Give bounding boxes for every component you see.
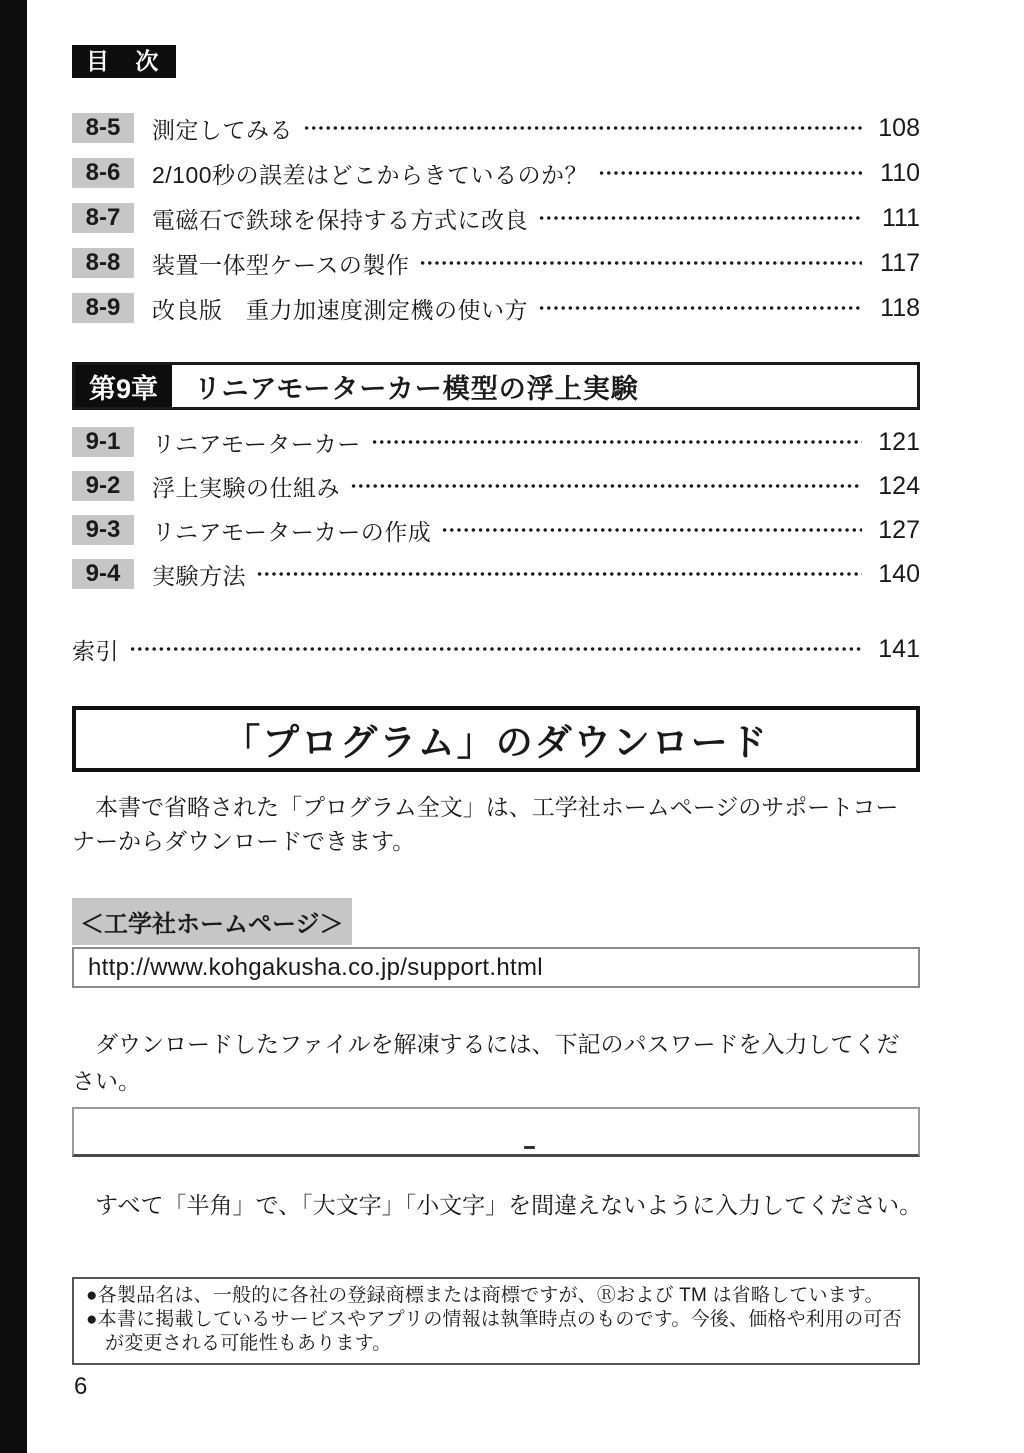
dotted-leader [598, 158, 862, 188]
toc-entry-title: 2/100秒の誤差はどこからきているのか？ [152, 161, 589, 188]
trademark-note: ●各製品名は、一般的に各社の登録商標または商標ですが、Ⓡおよび TM は省略しています。 [86, 1285, 884, 1306]
toc-row-8-5 [72, 113, 920, 143]
toc-entry-title: 浮上実験の仕組み [152, 474, 340, 501]
toc-entry-title: 装置一体型ケースの製作 [152, 251, 410, 278]
toc-entry-page: 121 [878, 427, 920, 456]
service-note: ●本書に掲載しているサービスやアプリの情報は執筆時点のものです。今後、価格や利用の可否が変更される可能性もあります。 [86, 1309, 902, 1354]
section-number-badge: 9-3 [72, 515, 134, 545]
dotted-leader [538, 203, 862, 233]
dotted-leader [129, 634, 862, 664]
toc-entry-title: 電磁石で鉄球を保持する方式に改良 [152, 206, 528, 233]
book-binding-shadow [0, 0, 27, 1453]
chapter-title: リニアモーターカー模型の浮上実験 [194, 373, 639, 404]
toc-row-9-3 [72, 515, 920, 545]
toc-entry-page: 140 [878, 559, 920, 588]
password-box [72, 1107, 920, 1157]
dotted-leader [419, 248, 862, 278]
page-number: 6 [74, 1373, 88, 1400]
download-intro-paragraph: 本書で省略された「プログラム全文」は、工学社ホームページのサポートコーナーからダウンロードできます。 [72, 794, 899, 854]
support-url-text: http://www.kohgakusha.co.jp/support.html [88, 953, 543, 981]
toc-entry-page: 127 [878, 515, 920, 544]
dotted-leader [538, 293, 862, 323]
toc-row-8-6 [72, 158, 920, 188]
dotted-leader [350, 471, 862, 501]
password-instruction-paragraph: ダウンロードしたファイルを解凍するには、下記のパスワードを入力してください。 [72, 1031, 900, 1094]
page-content [72, 0, 923, 1453]
toc-section-8 [72, 113, 920, 323]
trademark-notes-box [72, 1277, 920, 1365]
homepage-label: ＜工学社ホームページ＞ [72, 898, 352, 945]
toc-entry-title: 実験方法 [152, 562, 246, 589]
dotted-leader [256, 559, 862, 589]
toc-section-9 [72, 427, 920, 589]
input-note-paragraph: すべて「半角」で、「大文字」「小文字」を間違えないように入力してください。 [72, 1192, 923, 1218]
toc-row-index [72, 634, 920, 664]
toc-entry-page: 108 [878, 113, 920, 142]
section-number-badge: 8-7 [72, 203, 134, 233]
section-number-badge: 8-6 [72, 158, 134, 188]
section-number-badge: 8-9 [72, 293, 134, 323]
toc-row-8-9 [72, 293, 920, 323]
toc-row-8-8 [72, 248, 920, 278]
section-number-badge: 9-2 [72, 471, 134, 501]
toc-entry-title: 測定してみる [152, 116, 293, 143]
toc-entry-page: 110 [880, 158, 920, 187]
toc-entry-page: 117 [880, 248, 920, 277]
redacted-password-mark [524, 1146, 535, 1149]
dotted-leader [303, 113, 862, 143]
toc-entry-page: 111 [881, 203, 920, 232]
toc-heading-badge: 目 次 [72, 45, 176, 78]
toc-row-9-4 [72, 559, 920, 589]
support-url-box [72, 947, 920, 988]
section-number-badge: 9-4 [72, 559, 134, 589]
section-number-badge: 9-1 [72, 427, 134, 457]
toc-entry-title: 改良版 重力加速度測定機の使い方 [152, 296, 528, 323]
program-download-title: 「プログラム」のダウンロード [223, 722, 769, 763]
toc-entry-title: リニアモーターカーの作成 [152, 518, 432, 545]
dotted-leader [441, 515, 862, 545]
toc-entry-title: リニアモーターカー [152, 430, 361, 457]
toc-row-9-1 [72, 427, 920, 457]
section-number-badge: 8-5 [72, 113, 134, 143]
chapter-number-badge: 第9章 [75, 365, 172, 407]
section-number-badge: 8-8 [72, 248, 134, 278]
chapter-9-header [72, 362, 920, 410]
toc-row-9-2 [72, 471, 920, 501]
toc-row-8-7 [72, 203, 920, 233]
program-download-box [72, 706, 920, 772]
index-page: 141 [878, 634, 920, 663]
dotted-leader [371, 427, 862, 457]
toc-entry-page: 118 [880, 293, 920, 322]
index-title: 索引 [72, 637, 119, 664]
toc-entry-page: 124 [878, 471, 920, 500]
